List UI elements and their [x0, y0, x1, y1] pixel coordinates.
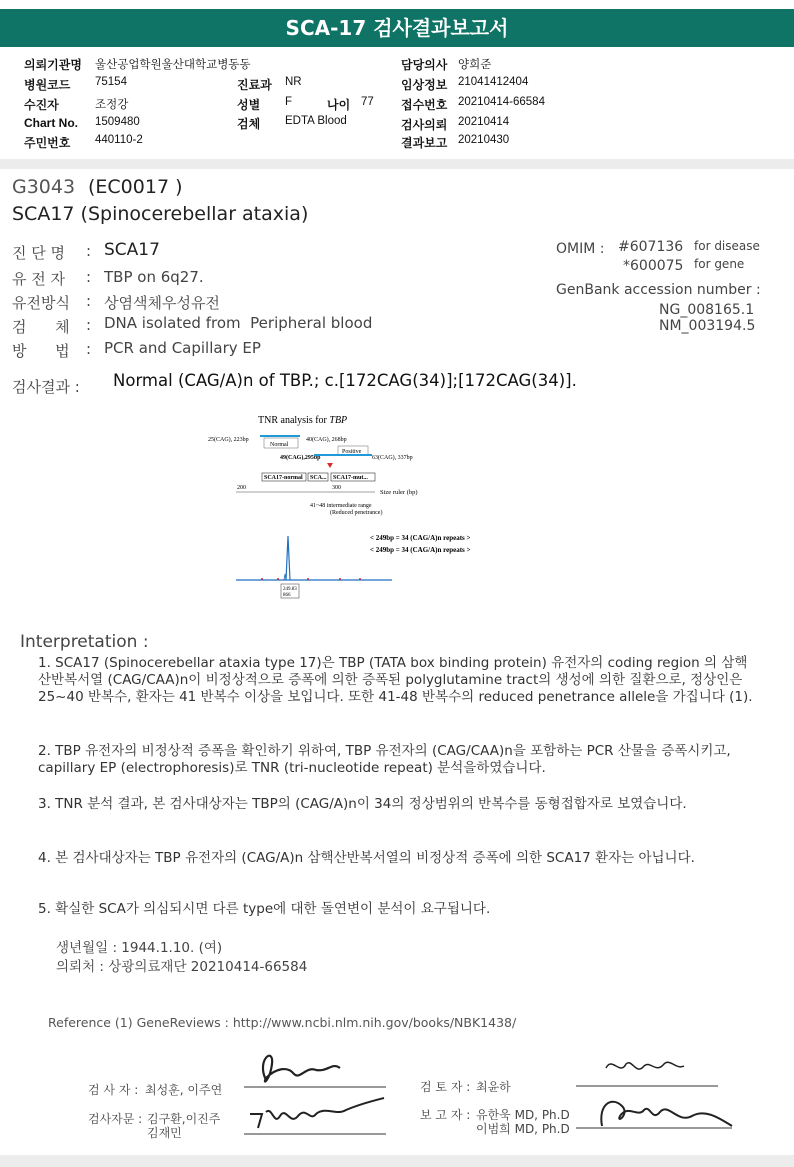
header-value-patient: 조정강	[95, 99, 129, 111]
header-label-patient: 수진자	[24, 98, 59, 112]
genbank-id-ng: NG_008165.1	[659, 302, 755, 318]
peak-label-height: 866	[283, 593, 291, 598]
reporter-signature	[572, 1090, 742, 1140]
info-label-gene: 유 전 자	[12, 270, 66, 288]
header-label-receipt-no: 접수번호	[401, 98, 448, 112]
header-label-resident-no: 주민번호	[24, 136, 71, 150]
info-value-method: PCR and Capillary EP	[104, 339, 261, 357]
advisor-names-1: 김구환,이진주	[147, 1112, 221, 1126]
interpretation-heading: Interpretation :	[20, 632, 149, 652]
advisor-names-2: 김재민	[147, 1126, 182, 1140]
info-sep-diagnosis: :	[86, 242, 92, 260]
reporter-name-2: 이범희 MD, Ph.D	[476, 1122, 570, 1136]
tick-label-200: 200	[237, 485, 246, 491]
repeat-result-2: < 249bp = 34 (CAG/A)n repeats >	[370, 546, 471, 554]
electropherogram-peak	[286, 536, 290, 580]
omim-disease-note: for disease	[694, 239, 760, 253]
info-value-diagnosis: SCA17	[104, 240, 160, 260]
info-label-method: 방 법	[12, 342, 70, 360]
header-value-hospital-code: 75154	[95, 76, 127, 88]
reference: Reference (1) GeneReviews : http://www.ncbi.nlm.nih.gov/books/NBK1438/	[48, 1015, 517, 1030]
reporter-name-1: 유한욱 MD, Ph.D	[476, 1108, 570, 1122]
header-value-department: NR	[285, 76, 302, 88]
header-label-hospital-code: 병원코드	[24, 78, 71, 92]
header-label-request-date: 검사의뢰	[401, 118, 448, 132]
figure-label-49cag: 49(CAG),295bp	[280, 455, 321, 461]
advisor-label: 검사자문 :	[88, 1112, 143, 1126]
header-label-report-date: 결과보고	[401, 136, 448, 150]
figure-title: TNR analysis for TBP	[258, 415, 348, 426]
figure-label-25cag: 25(CAG), 223bp	[208, 437, 249, 443]
reviewer-name: 최윤하	[476, 1080, 511, 1094]
interpretation-item-5: 5. 확실한 SCA가 의심되시면 다른 type에 대한 돌연변이 분석이 요구됩니다.	[38, 901, 491, 917]
tick-label-300: 300	[332, 485, 341, 491]
header-value-institution: 울산공업학원울산대학교병동동	[95, 59, 251, 71]
genbank-id-nm: NM_003194.5	[659, 318, 756, 334]
reduced-penetrance-label: (Reduced penetrance)	[330, 510, 383, 516]
separator-band	[0, 159, 794, 169]
tester-names: 최성훈, 이주연	[145, 1083, 223, 1097]
size-ruler-label: Size ruler (bp)	[380, 489, 418, 496]
omim-gene-note: for gene	[694, 257, 745, 271]
intermediate-range-label: 41~48 intermediate range	[310, 503, 372, 509]
repeat-result-1: < 249bp = 34 (CAG/A)n repeats >	[370, 534, 471, 542]
peak-label-size: 249.83	[283, 587, 297, 592]
header-label-clinical-info: 임상정보	[401, 78, 448, 92]
result-value: Normal (CAG/A)n of TBP.; c.[172CAG(34)];[172CAG(34)].	[113, 371, 577, 390]
advisor-signature	[236, 1092, 396, 1137]
info-value-specimen: DNA isolated from Peripheral blood	[104, 314, 373, 332]
genbank-label: GenBank accession number :	[556, 282, 761, 298]
result-label: 검사결과 :	[12, 378, 80, 396]
header-label-chart-no: Chart No.	[24, 116, 78, 130]
footer-band	[0, 1155, 794, 1167]
header-value-specimen: EDTA Blood	[285, 115, 347, 127]
header-label-department: 진료과	[237, 78, 272, 92]
figure-box2-label: SCA...	[310, 475, 327, 481]
reviewer-label: 검 토 자 :	[420, 1080, 471, 1094]
report-title: SCA-17 검사결과보고서	[285, 16, 509, 40]
size-standard-dot	[277, 578, 279, 580]
test-code-secondary: (EC0017 )	[88, 176, 183, 198]
header-value-resident-no: 440110-2	[95, 134, 143, 146]
header-label-age: 나이	[327, 98, 351, 112]
figure-box3-label: SCA17-mut...	[333, 475, 368, 481]
info-label-specimen: 검 체	[12, 318, 70, 336]
figure-box1-label: SCA17-normal	[264, 475, 303, 481]
header-value-age: 77	[361, 96, 374, 108]
position-marker-icon	[327, 463, 333, 468]
header-value-sex: F	[285, 96, 293, 108]
size-standard-dot	[307, 578, 309, 580]
figure-label-40cag: 40(CAG), 268bp	[306, 437, 347, 443]
test-name: SCA17 (Spinocerebellar ataxia)	[12, 203, 309, 225]
birth-date: 생년월일 : 1944.1.10. (여)	[56, 940, 223, 956]
figure-label-63cag: 63(CAG), 337bp	[372, 455, 413, 461]
referrer: 의뢰처 : 상광의료재단 20210414-66584	[56, 959, 308, 975]
header-value-clinical-info: 21041412404	[458, 76, 529, 88]
omim-label: OMIM :	[556, 241, 605, 257]
info-sep-specimen: :	[86, 316, 92, 334]
header-value-receipt-no: 20210414-66584	[458, 96, 545, 108]
header-label-specimen: 검체	[237, 117, 261, 131]
size-standard-dot	[339, 578, 341, 580]
figure-label-positive: Positive	[342, 449, 362, 455]
tester-label: 검 사 자 :	[88, 1083, 139, 1097]
info-value-gene: TBP on 6q27.	[104, 268, 204, 286]
header-value-report-date: 20210430	[458, 134, 510, 146]
info-sep-gene: :	[86, 268, 92, 286]
tester-signature	[236, 1040, 396, 1092]
omim-gene-id: *600075	[623, 258, 684, 274]
info-sep-inheritance: :	[86, 292, 92, 310]
header-value-chart-no: 1509480	[95, 116, 140, 128]
header-value-request-date: 20210414	[458, 116, 510, 128]
size-standard-dot	[359, 578, 361, 580]
header-label-institution: 의뢰기관명	[24, 58, 82, 72]
info-label-diagnosis: 진 단 명	[12, 244, 66, 262]
reporter-label: 보 고 자 :	[420, 1108, 471, 1122]
interpretation-item-1: 1. SCA17 (Spinocerebellar ataxia type 17)은 TBP (TATA box binding protein) 유전자의 coding region 의 삼핵산반복서열 (CAG/CAA)n이 비정상적으로 증폭에 의한 증폭된 polyglutamine tract의 생성에 의한 질환으로, 정상인은 25~40 반복수, 환자는 41 반복수 이상을 보입니다. 또한 41-48 반복수의 reduced penetrance allele을 가집니다 (1).	[38, 655, 753, 705]
reviewer-signature	[572, 1050, 722, 1090]
figure-label-normal: Normal	[270, 442, 289, 448]
info-value-inheritance: 상염색체우성유전	[104, 294, 220, 312]
info-sep-method: :	[86, 340, 92, 358]
interpretation-item-4: 4. 본 검사대상자는 TBP 유전자의 (CAG/A)n 삼핵산반복서열의 비정상적 증폭에 의한 SCA17 환자는 아닙니다.	[38, 850, 695, 866]
tnr-analysis-figure	[200, 408, 510, 604]
interpretation-item-2: 2. TBP 유전자의 비정상적 증폭을 확인하기 위하여, TBP 유전자의 (CAG/CAA)n을 포함하는 PCR 산물을 증폭시키고, capillary EP (electrophoresis)로 TNR (tri-nucleotide repeat) 분석을하였습니다.	[38, 743, 731, 776]
info-label-inheritance: 유전방식	[12, 294, 70, 312]
interpretation-item-3: 3. TNR 분석 결과, 본 검사대상자는 TBP의 (CAG/A)n이 34의 정상범위의 반복수를 동형접합자로 보였습니다.	[38, 796, 687, 812]
header-value-physician: 양희준	[458, 59, 492, 71]
test-code: G3043	[12, 176, 76, 198]
header-label-physician: 담당의사	[401, 58, 448, 72]
header-label-sex: 성별	[237, 98, 261, 112]
omim-disease-id: #607136	[618, 239, 684, 255]
size-standard-dot	[261, 578, 263, 580]
